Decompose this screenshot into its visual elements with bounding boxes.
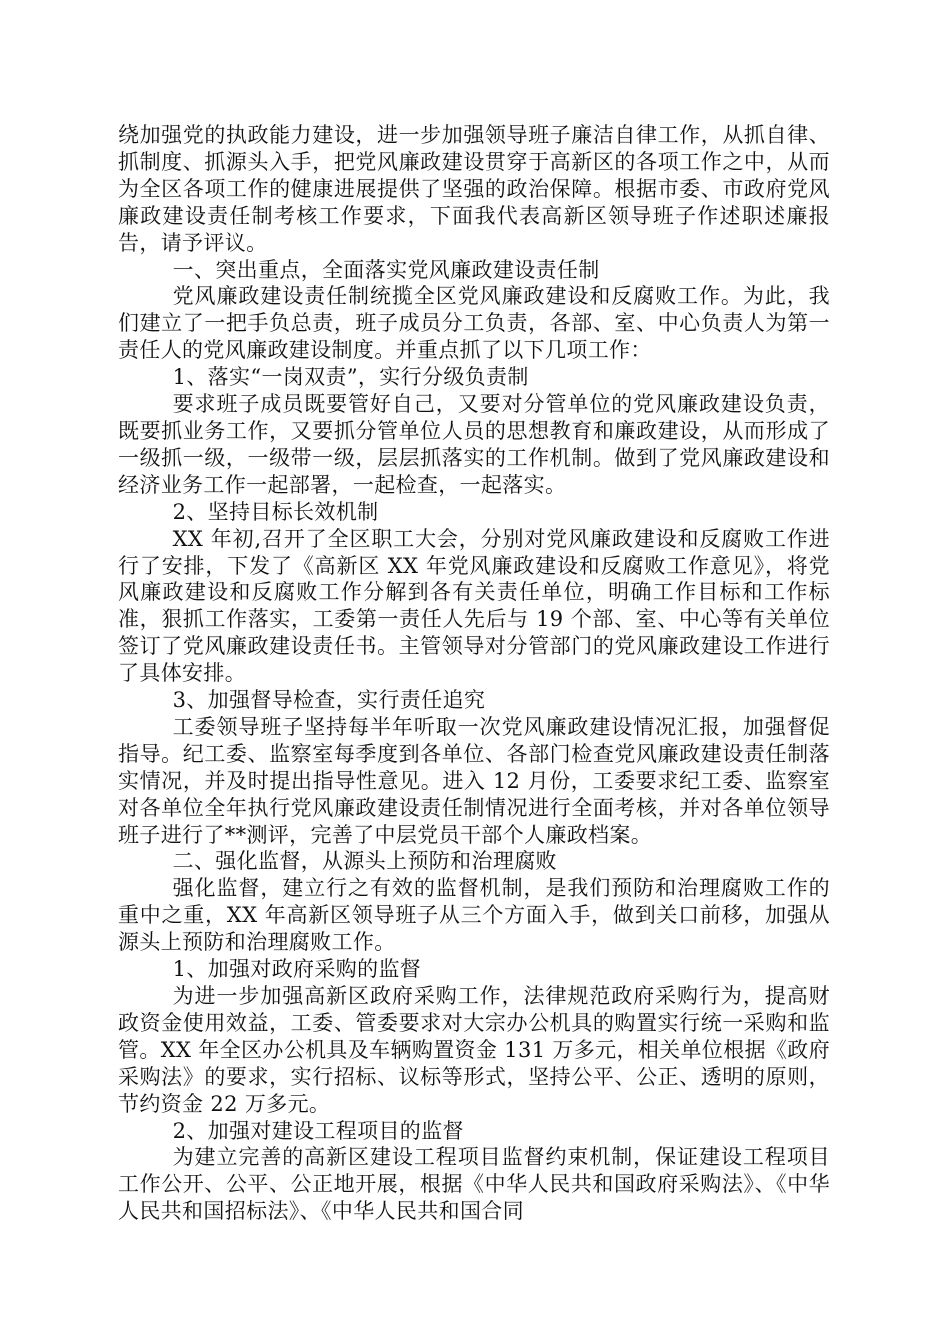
paragraph-intro: 绕加强党的执政能力建设，进一步加强领导班子廉洁自律工作，从抓自律、抓制度、抓源头入手，把党风廉政建设贯穿于高新区的各项工作之中，从而为全区各项工作的健康进展提供了坚强的政治保障。根据市委、市政府党风廉政建设责任制考核工作要求，下面我代表高新区领导班子作述职述廉报告，请予评议。 <box>118 123 830 255</box>
paragraph-body: XX 年初,召开了全区职工大会，分别对党风廉政建设和反腐败工作进行了安排，下发了《高新区 XX 年党风廉政建设和反腐败工作意见》，将党风廉政建设和反腐败工作分解到各有关责任单位，明确工作目标和工作标准，狠抓工作落实，工委第一责任人先后与 19 个部、室、中心等有关单位签订了党风廉政建设责任书。主管领导对分管部门的党风廉政建设工作进行了具体安排。 <box>118 526 830 686</box>
subsection-heading-1-3: 3、加强督导检查，实行责任追究 <box>172 688 486 713</box>
section-heading-2: 二、强化监督，从源头上预防和治理腐败 <box>172 849 557 874</box>
paragraph-body: 工委领导班子坚持每半年听取一次党风廉政建设情况汇报，加强督促指导。纪工委、监察室每季度到各单位、各部门检查党风廉政建设责任制落实情况，并及时提出指导性意见。进入 12 月份，工委要求纪工委、监察室对各单位全年执行党风廉政建设责任制情况进行全面考核，并对各单位领导班子进行了**测评，完善了中层党员干部个人廉政档案。 <box>118 714 830 847</box>
paragraph-body: 强化监督，建立行之有效的监督机制，是我们预防和治理腐败工作的重中之重，XX 年高新区领导班子从三个方面入手，做到关口前移，加强从源头上预防和治理腐败工作。 <box>118 876 830 955</box>
paragraph-body: 为建立完善的高新区建设工程项目监督约束机制，保证建设工程项目工作公开、公平、公正地开展，根据《中华人民共和国政府采购法》、《中华人民共和国招标法》、《中华人民共和国合同 <box>118 1145 830 1224</box>
subsection-heading-1-2: 2、坚持目标长效机制 <box>172 499 379 524</box>
document-body <box>118 122 830 1225</box>
subsection-heading-2-1: 1、加强对政府采购的监督 <box>172 957 422 982</box>
paragraph-body: 党风廉政建设责任制统揽全区党风廉政建设和反腐败工作。为此，我们建立了一把手负总责，班子成员分工负责，各部、室、中心负责人为第一责任人的党风廉政建设制度。并重点抓了以下几项工作： <box>118 284 830 363</box>
subsection-heading-2-2: 2、加强对建设工程项目的监督 <box>172 1118 464 1143</box>
paragraph-body: 为进一步加强高新区政府采购工作，法律规范政府采购行为，提高财政资金使用效益，工委、管委要求对大宗办公机具的购置实行统一采购和监管。XX 年全区办公机具及车辆购置资金 131 万多元，相关单位根据《政府采购法》的要求，实行招标、议标等形式，坚持公平、公正、透明的原则，节约资金 22 万多元。 <box>118 984 830 1116</box>
subsection-heading-1-1: 1、落实“一岗双责”，实行分级负责制 <box>172 365 529 390</box>
section-heading-1: 一、突出重点，全面落实党风廉政建设责任制 <box>172 257 600 282</box>
paragraph-body: 要求班子成员既要管好自己，又要对分管单位的党风廉政建设负责，既要抓业务工作，又要抓分管单位人员的思想教育和廉政建设，从而形成了一级抓一级，一级带一级，层层抓落实的工作机制。做到了党风廉政建设和经济业务工作一起部署，一起检查，一起落实。 <box>118 392 830 497</box>
